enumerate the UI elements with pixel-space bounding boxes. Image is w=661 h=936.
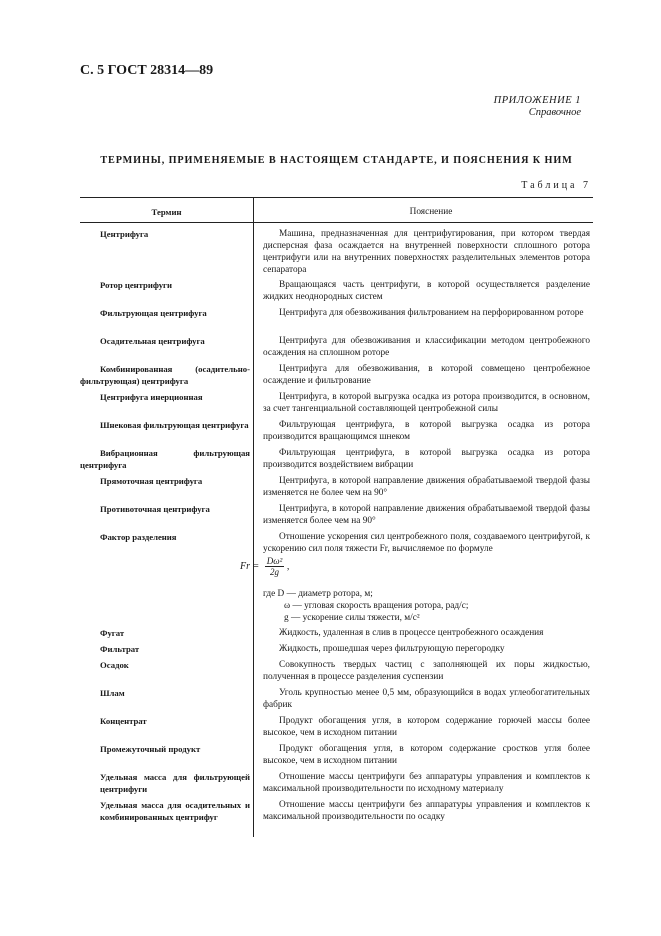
explanation-cell: Центрифуга для обезвоживания фильтрованием на перфорированном роторе bbox=[279, 308, 584, 318]
column-header-term: Термин bbox=[151, 207, 182, 217]
table-caption: Таблица 7 bbox=[521, 180, 591, 191]
explanation-cell: Вращающаяся часть центрифуги, в которой осуществляется разделение жидких неоднородных систем bbox=[263, 280, 590, 302]
explanation-cell: Отношение ускорения сил центробежного поля, создаваемого центрифугой, к ускорению сил поля тяжести Fr, вычисляемое по формуле bbox=[263, 532, 590, 554]
term-cell: Шлам bbox=[100, 688, 125, 698]
explanation-cell: Жидкость, удаленная в слив в процессе центробежного осаждения bbox=[279, 628, 544, 638]
explanation-cell: Центрифуга для обезвоживания, в которой совмещено центробежное осаждение и фильтрование bbox=[263, 364, 590, 386]
term-cell: Фильтрат bbox=[100, 644, 140, 654]
formula-where-1: где D — диаметр ротора, м; bbox=[263, 589, 373, 599]
term-cell: Фугат bbox=[100, 628, 125, 638]
term-cell: Осадок bbox=[100, 660, 129, 670]
formula-where-2: ω — угловая скорость вращения ротора, рад/с; bbox=[284, 601, 469, 611]
formula-lhs: Fr = bbox=[240, 560, 260, 572]
term-cell: Фильтрующая центрифуга bbox=[100, 308, 207, 318]
appendix-label: ПРИЛОЖЕНИЕ 1 bbox=[493, 95, 581, 106]
term-cell: Концентрат bbox=[100, 716, 147, 726]
table-top-rule bbox=[80, 197, 593, 198]
separation-factor-formula bbox=[240, 556, 289, 577]
section-title: ТЕРМИНЫ, ПРИМЕНЯЕМЫЕ В НАСТОЯЩЕМ СТАНДАРТЕ, И ПОЯСНЕНИЯ К НИМ bbox=[100, 155, 573, 166]
explanation-cell: Центрифуга, в которой направление движения обрабатываемой твердой фазы изменяется не более чем на 90° bbox=[263, 476, 590, 498]
explanation-cell: Центрифуга, в которой выгрузка осадка из ротора производится, в основном, за счет тангенциальной составляющей центробежной силы bbox=[263, 392, 590, 414]
explanation-cell: Машина, предназначенная для центрифугирования, при котором твердая дисперсная фаза осаждается на внутренней поверхности сплошного ротора центрифуги или на внутренних поверхностях разделительных элементов ротора сепаратора bbox=[263, 229, 590, 275]
term-cell: Центрифуга bbox=[100, 229, 149, 239]
explanation-cell: Жидкость, прошедшая через фильтрующую перегородку bbox=[279, 644, 505, 654]
explanation-cell: Уголь крупностью менее 0,5 мм, образующийся в водах углеобогатительных фабрик bbox=[263, 688, 590, 710]
formula-where-3: g — ускорение силы тяжести, м/с² bbox=[284, 613, 420, 623]
term-cell: Комбинированная (осадительно-фильтрующая) центрифуга bbox=[80, 364, 250, 386]
term-cell: Удельная масса для осадительных и комбинированных центрифуг bbox=[100, 800, 250, 822]
formula-numerator: Dω² bbox=[266, 556, 283, 566]
term-cell: Прямоточная центрифуга bbox=[100, 476, 203, 486]
explanation-cell: Совокупность твердых частиц с заполняющей их поры жидкостью, полученная в процессе разделения суспензии bbox=[263, 660, 590, 682]
appendix-block bbox=[494, 95, 581, 119]
term-cell: Ротор центрифуги bbox=[100, 280, 172, 290]
column-header-explanation: Пояснение bbox=[409, 207, 453, 217]
term-cell: Шнековая фильтрующая центрифуга bbox=[100, 420, 249, 430]
explanation-cell: Фильтрующая центрифуга, в которой выгрузка осадка из ротора производится воздействием вибрации bbox=[263, 448, 590, 470]
explanation-cell: Фильтрующая центрифуга, в которой выгрузка осадка из ротора производится вращающимся шнеком bbox=[263, 420, 590, 442]
term-cell: Осадительная центрифуга bbox=[100, 336, 205, 346]
explanation-cell: Продукт обогащения угля, в котором содержание сростков угля более высокое, чем в исходном питании bbox=[263, 744, 590, 766]
explanation-cell: Центрифуга, в которой направление движения обрабатываемой твердой фазы изменяется более чем на 90° bbox=[263, 504, 590, 526]
explanation-cell: Отношение массы центрифуги без аппаратуры управления и комплектов к максимальной производительности по осадку bbox=[263, 800, 590, 822]
term-cell: Промежуточный продукт bbox=[100, 744, 201, 754]
explanation-cell: Отношение массы центрифуги без аппаратуры управления и комплектов к максимальной производительности по исходному материалу bbox=[263, 772, 590, 794]
page-header: С. 5 ГОСТ 28314—89 bbox=[80, 63, 214, 78]
appendix-note: Справочное bbox=[528, 107, 581, 118]
formula-fraction bbox=[265, 556, 285, 577]
term-cell: Противоточная центрифуга bbox=[100, 504, 210, 514]
term-cell: Удельная масса для фильтрующей центрифуги bbox=[100, 772, 250, 794]
term-cell: Центрифуга инерционная bbox=[100, 392, 203, 402]
explanation-cell: Продукт обогащения угля, в котором содержание горючей массы более высокое, чем в исходном питании bbox=[263, 716, 590, 738]
term-cell: Фактор разделения bbox=[100, 532, 177, 542]
table-column-divider bbox=[253, 197, 254, 837]
explanation-cell: Центрифуга для обезвоживания и классификации методом центробежного осаждения на сплошном роторе bbox=[263, 336, 590, 358]
formula-tail: , bbox=[286, 560, 290, 572]
table-header-rule bbox=[80, 222, 593, 223]
formula-denominator: 2g bbox=[270, 567, 280, 577]
term-cell: Вибрационная фильтрующая центрифуга bbox=[80, 448, 250, 470]
